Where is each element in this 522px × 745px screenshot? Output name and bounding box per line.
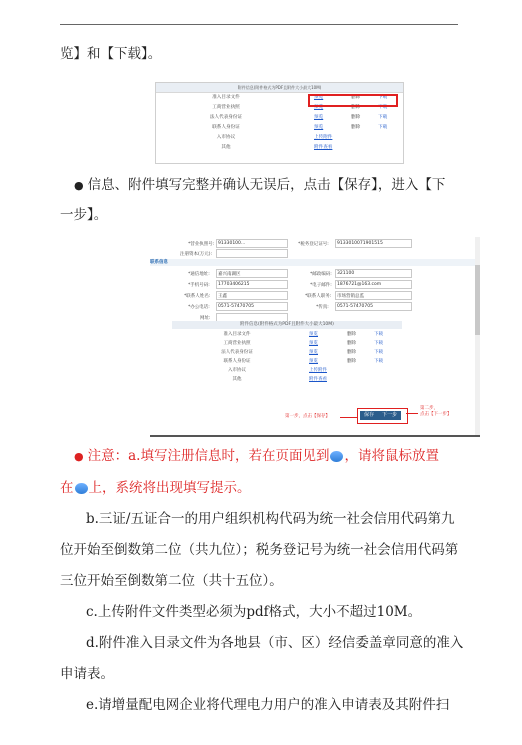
table-row: 入市协议 上传附件 <box>156 133 403 143</box>
attachment-header: 附件信息(附件格式为PDF且附件大小最大10M) <box>156 83 403 93</box>
bottom-border <box>150 435 480 437</box>
next-step-button[interactable]: 下一步 <box>378 411 401 420</box>
step2-note-b: 点击【下一步】 <box>420 412 452 417</box>
preview-link[interactable]: 预览 <box>314 125 324 130</box>
text-save-instruction-2: 一步】。 <box>60 207 108 223</box>
para-b-1: b.三证/五证合一的用户组织机构代码为统一社会信用代码第九 <box>86 511 455 527</box>
header-rule <box>60 24 458 25</box>
table-row: 工商营业执照 预览 删除 下载 <box>223 341 383 346</box>
note-line-1: ● 注意：a.填写注册信息时，若在页面见到 ，请将鼠标放置 <box>74 448 439 464</box>
download-link[interactable]: 下载 <box>374 341 383 346</box>
delete-link[interactable]: 删除 <box>347 359 356 364</box>
table-row: 联系人身份证 预览 删除 下载 <box>156 123 403 133</box>
step2-note-a: 第二步， <box>420 406 438 411</box>
table-row: 其他 附件查看 <box>232 377 327 382</box>
text-save-instruction: ● 信息、附件填写完整并确认无误后，点击【保存】，进入【下 <box>74 177 446 193</box>
table-row: 工商营业执照 预览 删除 下载 <box>156 103 403 113</box>
para-c: c.上传附件文件类型必须为pdf格式，大小不超过10M。 <box>86 604 422 620</box>
download-link[interactable]: 下载 <box>374 332 383 337</box>
table-row: 联系人身份证 预览 删除 下载 <box>223 359 383 364</box>
para-e: e.请增量配电网企业将代理电力用户的准入申请表及其附件扫 <box>86 697 450 713</box>
attachment-header: 附件信息(附件格式为PDF且附件大小最大10M) <box>172 321 402 329</box>
delete-link[interactable]: 删除 <box>351 105 361 110</box>
bullet-icon: ● <box>74 179 84 192</box>
arrow-icon <box>406 413 418 414</box>
table-row: 其他 附件查看 <box>156 143 403 153</box>
delete-link[interactable]: 删除 <box>351 95 361 100</box>
table-row: 准入目录文件 预览 删除 下载 <box>223 332 383 337</box>
help-icon <box>75 483 88 494</box>
upload-link[interactable]: 上传附件 <box>314 135 333 140</box>
preview-link[interactable]: 预览 <box>314 105 324 110</box>
preview-link[interactable]: 预览 <box>314 95 324 100</box>
view-attachment-link[interactable]: 附件查看 <box>314 145 333 150</box>
upload-link[interactable]: 上传附件 <box>309 368 327 373</box>
para-d-2: 申请表。 <box>60 666 114 682</box>
section-title: 联系信息 <box>150 259 480 266</box>
download-link[interactable]: 下载 <box>378 115 388 120</box>
scrollbar[interactable] <box>475 237 480 437</box>
delete-link[interactable]: 删除 <box>351 115 361 120</box>
table-row: 入市协议 上传附件 <box>228 368 327 373</box>
help-icon <box>330 451 343 462</box>
preview-link[interactable]: 预览 <box>309 359 318 364</box>
download-link[interactable]: 下载 <box>374 350 383 355</box>
para-b-2: 位开始至倒数第二位（共九位）；税务登记号为统一社会信用代码第 <box>60 542 459 558</box>
download-link[interactable]: 下载 <box>378 125 388 130</box>
delete-link[interactable]: 删除 <box>347 350 356 355</box>
bullet-icon: ● <box>74 450 84 463</box>
download-link[interactable]: 下载 <box>374 359 383 364</box>
text-line-top: 览】和【下载】。 <box>60 46 162 62</box>
download-link[interactable]: 下载 <box>378 105 388 110</box>
view-attachment-link[interactable]: 附件查看 <box>309 377 327 382</box>
note-line-2: 在 上，系统将出现填写提示。 <box>60 480 251 496</box>
preview-link[interactable]: 预览 <box>309 341 318 346</box>
delete-link[interactable]: 删除 <box>347 332 356 337</box>
preview-link[interactable]: 预览 <box>314 115 324 120</box>
download-link[interactable]: 下载 <box>378 95 388 100</box>
delete-link[interactable]: 删除 <box>351 125 361 130</box>
capital-field[interactable] <box>216 249 288 258</box>
preview-link[interactable]: 预览 <box>309 350 318 355</box>
highlight-box <box>308 94 398 107</box>
table-row: 法人代表身份证 预览 删除 下载 <box>221 350 383 355</box>
table-row: 准入目录文件 预览 删除 下载 <box>156 93 403 103</box>
preview-link[interactable]: 预览 <box>309 332 318 337</box>
table-row: 法人代表身份证 预览 删除 下载 <box>156 113 403 123</box>
scrollbar-thumb[interactable] <box>475 265 480 335</box>
para-d-1: d.附件准入目录文件为各地县（市、区）经信委盖章同意的准入 <box>86 635 464 651</box>
step1-note: 第一步，点击【保存】 <box>285 414 330 419</box>
arrow-icon <box>340 417 357 418</box>
delete-link[interactable]: 删除 <box>347 341 356 346</box>
save-button[interactable]: 保存 <box>360 411 378 420</box>
para-b-3: 三位开始至倒数第二位（共十五位）。 <box>60 573 283 589</box>
form-screenshot: *营业执照号: 91330100... *税务登记证号: 9133010071901515 注册资本(万元): 联系信息 *通信地址: 嘉兴南湖区 *邮政编码: 321100 *手机号码: 17703406215 *电子邮件: 1876721@163.com *联系人姓名: 王鑫 *联系人职务: 市场营销总监 *办公电话: 0571-57470705 *传真: 0571-57470705 网址: 附件信息(附件格式为PDF且附件大小最大10M) 准入目录文件 预览 删除 下载 工商营业执照 预览 删除 下载 法人代表身份证 预览 删除 下载 联系人身份证 预览 删除 下载 入市协议 上传附件 其他 附件查看 第一步，点击【保存】 保存 下一步 第二步， 点击【下一步】 <box>150 237 480 437</box>
attachment-screenshot <box>155 82 404 164</box>
